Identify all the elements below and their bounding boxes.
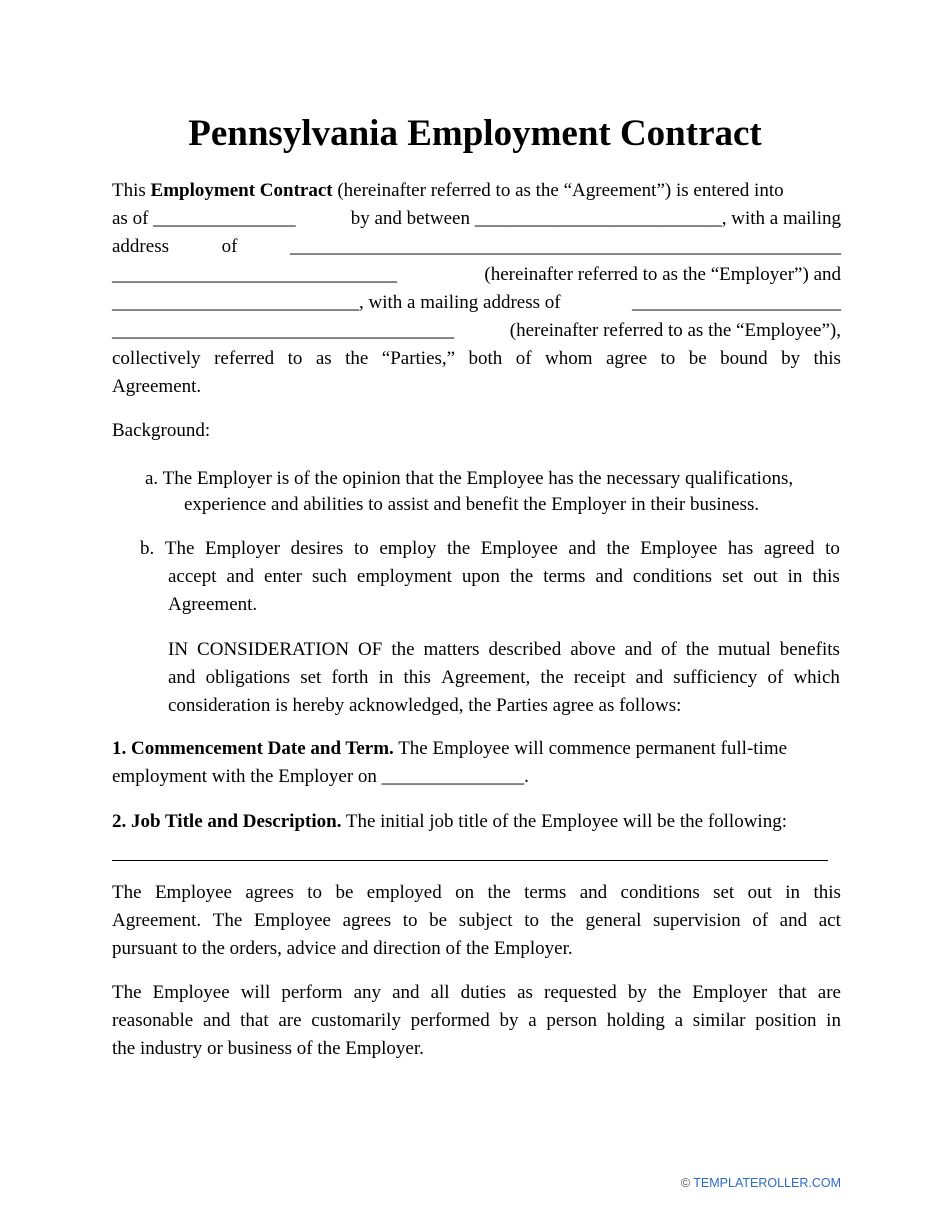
word: terms [543, 566, 586, 587]
intro-line-2 [112, 205, 841, 233]
word: the [487, 882, 511, 903]
word: desires [290, 538, 344, 559]
word: The [112, 982, 142, 1003]
word: in [826, 1010, 841, 1031]
word: benefits [779, 639, 840, 660]
word: in [785, 882, 801, 903]
section-2-para-1-line-2 [112, 907, 841, 935]
word: all [430, 982, 450, 1003]
word: and [624, 639, 653, 660]
consideration-line-2 [168, 664, 840, 692]
word: the [540, 667, 564, 688]
employer-name-blank: by and between __________________________, with a mailing [350, 208, 841, 229]
word: whom [545, 348, 593, 369]
word: this [813, 348, 841, 369]
consideration-line-3: consideration is hereby acknowledged, the Parties agree as follows: [168, 695, 682, 716]
word: the [550, 910, 574, 931]
background-item-b-cont [168, 563, 840, 591]
section-1-line-2: employment with the Employer on _______________. [112, 766, 529, 787]
word: the [657, 982, 682, 1003]
contract-term-bold: Employment Contract [150, 180, 333, 201]
word: and [168, 667, 196, 688]
templateroller-link[interactable]: TEMPLATEROLLER.COM [693, 1176, 841, 1190]
word: the [685, 639, 710, 660]
word: terms [524, 882, 567, 903]
word: agreed [763, 538, 815, 559]
word: person [546, 1010, 598, 1031]
word: a [528, 1010, 537, 1031]
word: such [312, 566, 347, 587]
section-1-line-1: 1. Commencement Date and Term. The Employee will commence permanent full-time [112, 738, 788, 759]
section-1-heading: 1. Commencement Date and Term. [112, 738, 394, 759]
word: conditions [632, 566, 713, 587]
word: The [212, 910, 243, 931]
word: and [579, 882, 608, 903]
footer-credit [681, 1175, 841, 1191]
word: are [278, 1010, 302, 1031]
word: out [747, 882, 772, 903]
word: as [517, 982, 533, 1003]
word: to [402, 910, 418, 931]
intro-line-4: ______________________________ (hereinafter referred to as the “Employer”) and [112, 261, 841, 289]
word: supervision [652, 910, 741, 931]
word: b. [140, 538, 155, 559]
background-item-b-end: Agreement. [168, 594, 258, 615]
word: are [817, 982, 841, 1003]
word: sufficiency [673, 667, 758, 688]
background-item-b [140, 535, 840, 563]
word: collectively [112, 348, 201, 369]
word: the [446, 538, 471, 559]
word: customarily [311, 1010, 401, 1031]
section-2-para-2-line-3: the industry or business of the Employer. [112, 1038, 424, 1059]
word: above [570, 639, 616, 660]
word: conditions [620, 882, 700, 903]
word: to [287, 348, 303, 369]
word: a [674, 1010, 683, 1031]
word: by [781, 348, 801, 369]
word: holding [606, 1010, 665, 1031]
section-2-heading: 2. Job Title and Description. [112, 811, 342, 832]
word: to [660, 348, 676, 369]
word: agrees [245, 882, 294, 903]
job-title-blank-line [112, 860, 828, 861]
word: both [468, 348, 503, 369]
word: Agreement, [441, 667, 531, 688]
word: be [429, 910, 448, 931]
word: to [524, 910, 539, 931]
word: IN [168, 639, 189, 660]
word: agree [605, 348, 648, 369]
word: Employer [692, 982, 768, 1003]
word: as [315, 348, 332, 369]
word: set [713, 882, 735, 903]
word: employment [356, 566, 452, 587]
word: on [455, 882, 475, 903]
word: by [499, 1010, 519, 1031]
word: in [378, 667, 394, 688]
word: this [812, 566, 840, 587]
employee-address-blank: ______________________ [632, 292, 841, 313]
word: bound [720, 348, 768, 369]
word: to [353, 538, 369, 559]
section-2-para-1-line-1 [112, 879, 841, 907]
word: that [240, 1010, 269, 1031]
employer-address-blank: __________________________________________________________ [290, 236, 841, 257]
word: OF [358, 639, 383, 660]
word: be [688, 348, 707, 369]
word: out [753, 566, 778, 587]
section-2-para-2-line-2 [112, 1007, 841, 1035]
section-2-para-2-line-1 [112, 979, 841, 1007]
word: to [307, 882, 323, 903]
word: of [752, 910, 769, 931]
intro-line-5 [112, 289, 841, 317]
word: referred [214, 348, 275, 369]
word: employed [366, 882, 442, 903]
word: and [568, 538, 596, 559]
word: described [488, 639, 562, 660]
consideration-line-1 [168, 636, 840, 664]
word: which [793, 667, 840, 688]
intro-line-6: ____________________________________ (hereinafter referred to as the “Employee”), [112, 317, 841, 345]
word: that [778, 982, 807, 1003]
intro-line-8: Agreement. [112, 376, 202, 397]
word: set [722, 566, 744, 587]
word: Employer [205, 538, 280, 559]
intro-line-1: This Employment Contract (hereinafter referred to as the “Agreement”) is entered into [112, 180, 784, 201]
word: employ [379, 538, 437, 559]
word: this [403, 667, 431, 688]
word: requested [544, 982, 617, 1003]
copyright-symbol: © [680, 1176, 694, 1190]
background-heading: Background: [112, 420, 211, 441]
word: the [509, 566, 534, 587]
employee-address-blank-2: ____________________________________ [112, 320, 454, 341]
word: Agreement. [112, 910, 202, 931]
word: and [635, 667, 664, 688]
word: position [755, 1010, 817, 1031]
word: and [226, 566, 254, 587]
word: subject [458, 910, 513, 931]
word: set [300, 667, 322, 688]
word: “Parties,” [381, 348, 456, 369]
word: any [353, 982, 382, 1003]
word: obligations [205, 667, 291, 688]
word: the [345, 348, 369, 369]
agreement-date-blank: as of _______________ [112, 208, 296, 229]
word: and [202, 1010, 231, 1031]
intro-line-7 [112, 345, 841, 373]
word: matters [423, 639, 480, 660]
employee-name-blank: __________________________, with a mailing address of [112, 292, 561, 313]
word: The [164, 538, 195, 559]
word: enter [264, 566, 302, 587]
word: duties [460, 982, 507, 1003]
word: receipt [573, 667, 626, 688]
word: performed [410, 1010, 490, 1031]
word: in [787, 566, 803, 587]
document-title: Pennsylvania Employment Contract [188, 113, 762, 154]
word: perform [281, 982, 343, 1003]
word: act [818, 910, 841, 931]
word: of [515, 348, 532, 369]
word: of [661, 639, 677, 660]
word: the [606, 538, 630, 559]
word: Employee [154, 882, 232, 903]
section-2-line-1: 2. Job Title and Description. The initial job title of the Employee will be the following: [112, 811, 787, 832]
employer-address-blank-2: ______________________________ [112, 264, 397, 285]
word: accept [168, 566, 217, 587]
word: the [391, 639, 415, 660]
word: Employee [640, 538, 718, 559]
word: The [112, 882, 142, 903]
word: agrees [342, 910, 392, 931]
background-item-a-cont: experience and abilities to assist and benefit the Employer in their business. [184, 494, 760, 515]
word: general [585, 910, 642, 931]
word: Employee [152, 982, 230, 1003]
word: CONSIDERATION [197, 639, 350, 660]
word: be [335, 882, 354, 903]
word: similar [692, 1010, 746, 1031]
word: by [627, 982, 647, 1003]
word: upon [461, 566, 500, 587]
word: will [240, 982, 271, 1003]
word: Employee [253, 910, 331, 931]
background-item-a: a. The Employer is of the opinion that the Employee has the necessary qualifications, [145, 468, 794, 489]
word: has [727, 538, 754, 559]
word: mutual [718, 639, 771, 660]
intro-line-3: address of __________________________________________________________ [112, 233, 841, 261]
word: reasonable [112, 1010, 194, 1031]
word: of [767, 667, 784, 688]
word: and [595, 566, 623, 587]
word: to [825, 538, 840, 559]
word: this [813, 882, 841, 903]
word: and [779, 910, 808, 931]
section-2-para-1-line-3: pursuant to the orders, advice and direction of the Employer. [112, 938, 573, 959]
word: forth [331, 667, 369, 688]
word: and [392, 982, 420, 1003]
word: Employee [480, 538, 558, 559]
